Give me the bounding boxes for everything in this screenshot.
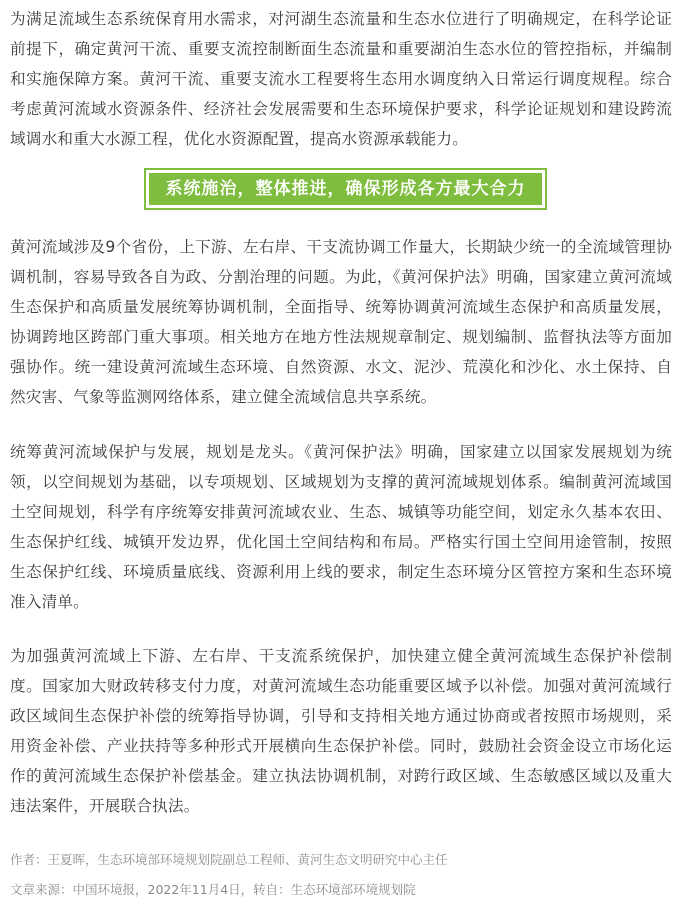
paragraph-compensation: 为加强黄河流域上下游、左右岸、干支流系统保护，加快建立健全黄河流域生态保护补偿制度。国家加大财政转移支付力度，对黄河流域生态功能重要区域予以补偿。加强对黄河流域行政区域间生态保护补偿的统筹指导协调，引导和支持相关地方通过协商或者按照市场规则，采用资金补偿、产业扶持等多种形式开展横向生态保护补偿。同时，鼓励社会资金设立市场化运作的黄河流域生态保护补偿基金。建立执法协调机制，对跨行政区域、生态敏感区域以及重大违法案件，开展联合执法。: [10, 647, 672, 815]
author-line: 作者：王夏晖，生态环境部环境规划院副总工程师、黄河生态文明研究中心主任: [10, 852, 448, 867]
paragraph-coordination-mechanism: 黄河流域涉及9个省份，上下游、左右岸、干支流协调工作量大，长期缺少统一的全流域管理协调机制，容易导致各自为政、分割治理的问题。为此，《黄河保护法》明确，国家建立黄河流域生态保护和高质量发展统筹协调机制，全面指导、统筹协调黄河流域生态保护和高质量发展，协调跨地区跨部门重大事项。相关地方在地方性法规规章制定、规划编制、监督执法等方面加强协作。统一建设黄河流域生态环境、自然资源、水文、泥沙、荒漠化和沙化、水土保持、自然灾害、气象等监测网络体系，建立健全流域信息共享系统。: [10, 238, 672, 406]
section-heading: 系统施治，整体推进，确保形成各方最大合力: [149, 173, 542, 205]
paragraph-ecological-water: 为满足流域生态系统保育用水需求，对河湖生态流量和生态水位进行了明确规定，在科学论证前提下，确定黄河干流、重要支流控制断面生态流量和重要湖泊生态水位的管控指标，并编制和实施保障方案。黄河干流、重要支流水工程要将生态用水调度纳入日常运行调度规程。综合考虑黄河流域水资源条件、经济社会发展需要和生态环境保护要求，科学论证规划和建设跨流域调水和重大水源工程，优化水资源配置，提高水资源承载能力。: [10, 10, 672, 148]
section-heading-banner: [144, 168, 547, 210]
source-line: 文章来源：中国环境报，2022年11月4日，转自：生态环境部环境规划院: [10, 882, 416, 897]
paragraph-planning-system: 统筹黄河流域保护与发展，规划是龙头。《黄河保护法》明确，国家建立以国家发展规划为统领，以空间规划为基础，以专项规划、区域规划为支撑的黄河流域规划体系。编制黄河流域国土空间规划，科学有序统筹安排黄河流域农业、生态、城镇等功能空间，划定永久基本农田、生态保护红线、城镇开发边界，优化国土空间结构和布局。严格实行国土空间用途管制，按照生态保护红线、环境质量底线、资源利用上线的要求，制定生态环境分区管控方案和生态环境准入清单。: [10, 443, 672, 611]
